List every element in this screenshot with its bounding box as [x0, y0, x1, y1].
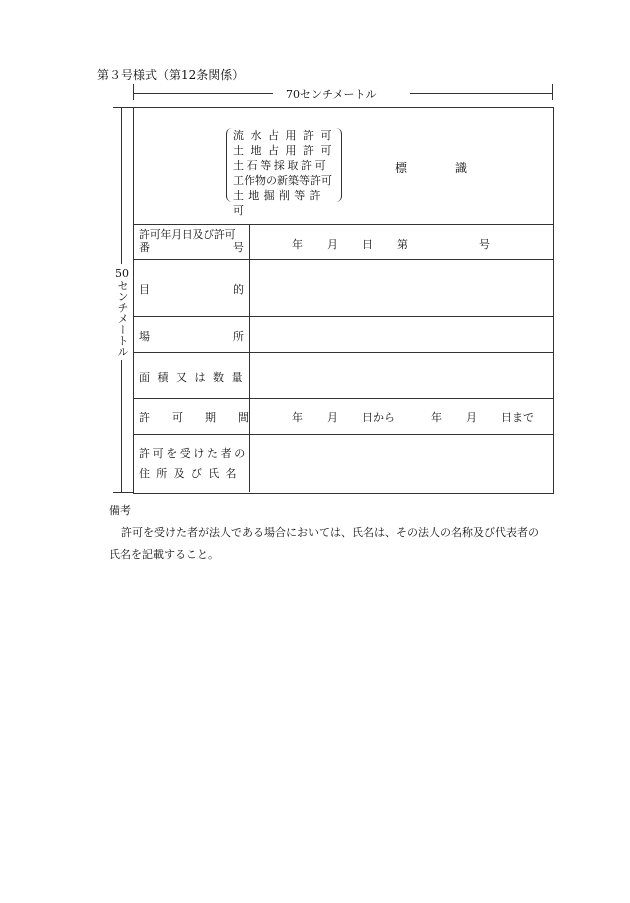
row-divider-4 [133, 352, 553, 353]
permit-date-month: 月 [327, 238, 338, 251]
height-dimension-text: センチメートル [116, 280, 129, 357]
period-month-2: 月 [466, 411, 477, 424]
sign-label: 標識 [395, 161, 516, 175]
width-dimension-left-tick [133, 84, 134, 100]
row-purpose-label: 目 的 [139, 283, 244, 296]
permit-type-4: 工作物の新築等許可 [233, 174, 332, 187]
permit-type-bracket-left [226, 128, 233, 202]
permit-date-day: 日 [362, 238, 373, 251]
permit-date-year: 年 [292, 238, 303, 251]
form-title: 第３号様式（第12条関係） [97, 68, 245, 82]
column-divider [249, 224, 250, 492]
width-dimension-right-tick [552, 84, 553, 100]
row-location-label: 場 所 [139, 330, 244, 343]
permit-type-list [233, 128, 338, 218]
permit-type-3: 土石等採取許可 [233, 159, 329, 172]
permit-type-1: 流水占用許可 [233, 129, 338, 142]
remarks-text-line1: 許可を受けた者が法人である場合においては、氏名は、その法人の名称及び代表者の [121, 526, 539, 539]
width-dimension-line-right [410, 93, 553, 94]
remarks-title: 備考 [109, 504, 131, 517]
height-dimension-label [112, 264, 132, 360]
height-dimension-top-tick [113, 107, 133, 108]
remarks-text-line2: 氏名を記載すること。 [109, 548, 219, 561]
permit-type-2: 土地占用許可 [233, 144, 338, 157]
width-dimension-label: 70センチメートル [286, 88, 377, 101]
row-permit-date-label: 許可年月日及び許可 番 号 [139, 228, 244, 254]
row-divider-2 [133, 259, 553, 260]
row-divider-6 [133, 434, 553, 435]
period-until: 日まで [501, 411, 534, 424]
row-divider-1 [133, 224, 553, 225]
row-period-label: 許可期間 [139, 411, 271, 424]
width-dimension-line-left [133, 93, 273, 94]
permit-number-dai: 第 [397, 238, 408, 251]
period-month-1: 月 [327, 411, 338, 424]
row-area-label: 面積又は数量 [139, 371, 250, 384]
row-holder-label: 許可を受けた者の 住所及び氏名 [139, 447, 248, 480]
period-year-1: 年 [292, 411, 303, 424]
period-year-2: 年 [431, 411, 442, 424]
row-divider-3 [133, 316, 553, 317]
permit-number-go: 号 [479, 238, 490, 251]
permit-type-5: 土地掘削等許可 [233, 189, 325, 217]
height-dimension-number: 50 [115, 267, 129, 280]
row-divider-5 [133, 398, 553, 399]
period-from: 日から [362, 411, 395, 424]
height-dimension-bottom-tick [113, 492, 133, 493]
